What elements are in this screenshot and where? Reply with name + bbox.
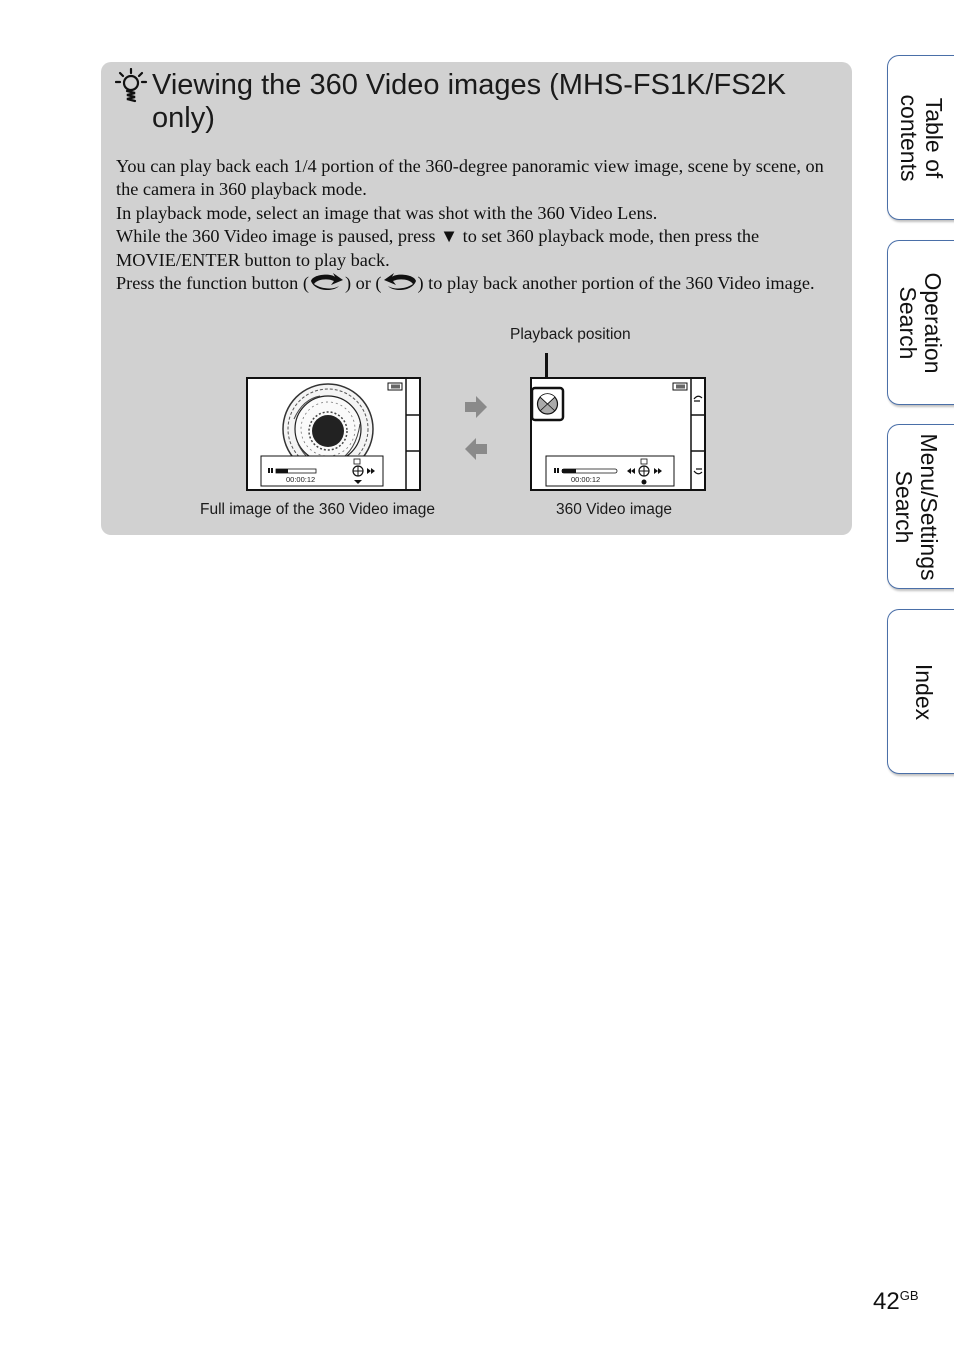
full-360-image-screen	[246, 377, 421, 491]
paragraph-function-button	[116, 272, 828, 295]
caption-full-image: Full image of the 360 Video image	[200, 501, 435, 518]
paragraph-360-playback-intro: You can play back each 1/4 portion of the 360-degree panoramic view image, scene by scene, on the camera in 360 playback mode.	[116, 156, 824, 200]
tab-menu-settings-search[interactable]	[887, 424, 954, 589]
playback-position-label: Playback position	[510, 326, 631, 343]
tip-body	[116, 155, 828, 295]
tab-label: Menu/Settings Search	[890, 432, 942, 581]
tab-label: Index	[910, 663, 937, 720]
timecode: 00:00:12	[286, 475, 316, 484]
tab-label: Table of contents	[895, 94, 947, 181]
page-number	[873, 1288, 919, 1316]
page-number-value: 42	[873, 1288, 900, 1315]
page-number-suffix: GB	[899, 1288, 919, 1303]
timecode: 00:00:12	[571, 475, 601, 484]
rotate-backward-icon	[382, 272, 418, 292]
tab-index[interactable]	[887, 609, 954, 774]
text-segment: ) or (	[344, 273, 382, 294]
text-segment: Press the function button (	[116, 273, 309, 294]
tip-title: Viewing the 360 Video images (MHS-FS1K/FS2K only)	[152, 69, 787, 134]
rotate-forward-icon	[309, 272, 345, 292]
full-360-image-graphic	[248, 379, 419, 489]
lightbulb-hint-icon	[115, 68, 151, 104]
arrow-left-icon	[463, 437, 489, 461]
tab-table-of-contents[interactable]	[887, 55, 954, 220]
paragraph-select-image: In playback mode, select an image that was shot with the 360 Video Lens.	[116, 202, 658, 223]
caption-360-video-image: 360 Video image	[556, 501, 673, 518]
tab-operation-search[interactable]	[887, 240, 954, 405]
tab-label: Operation Search	[894, 271, 946, 374]
paragraph-set-360-mode: While the 360 Video image is paused, press ▼ to set 360 playback mode, then press the MOVIE/ENTER button to play back.	[116, 226, 760, 270]
text-segment: ) to play back another portion of the 360 Video image.	[417, 273, 815, 294]
360-video-image-screen	[530, 377, 706, 491]
arrow-right-icon	[463, 395, 489, 419]
360-video-image-graphic	[532, 379, 704, 489]
